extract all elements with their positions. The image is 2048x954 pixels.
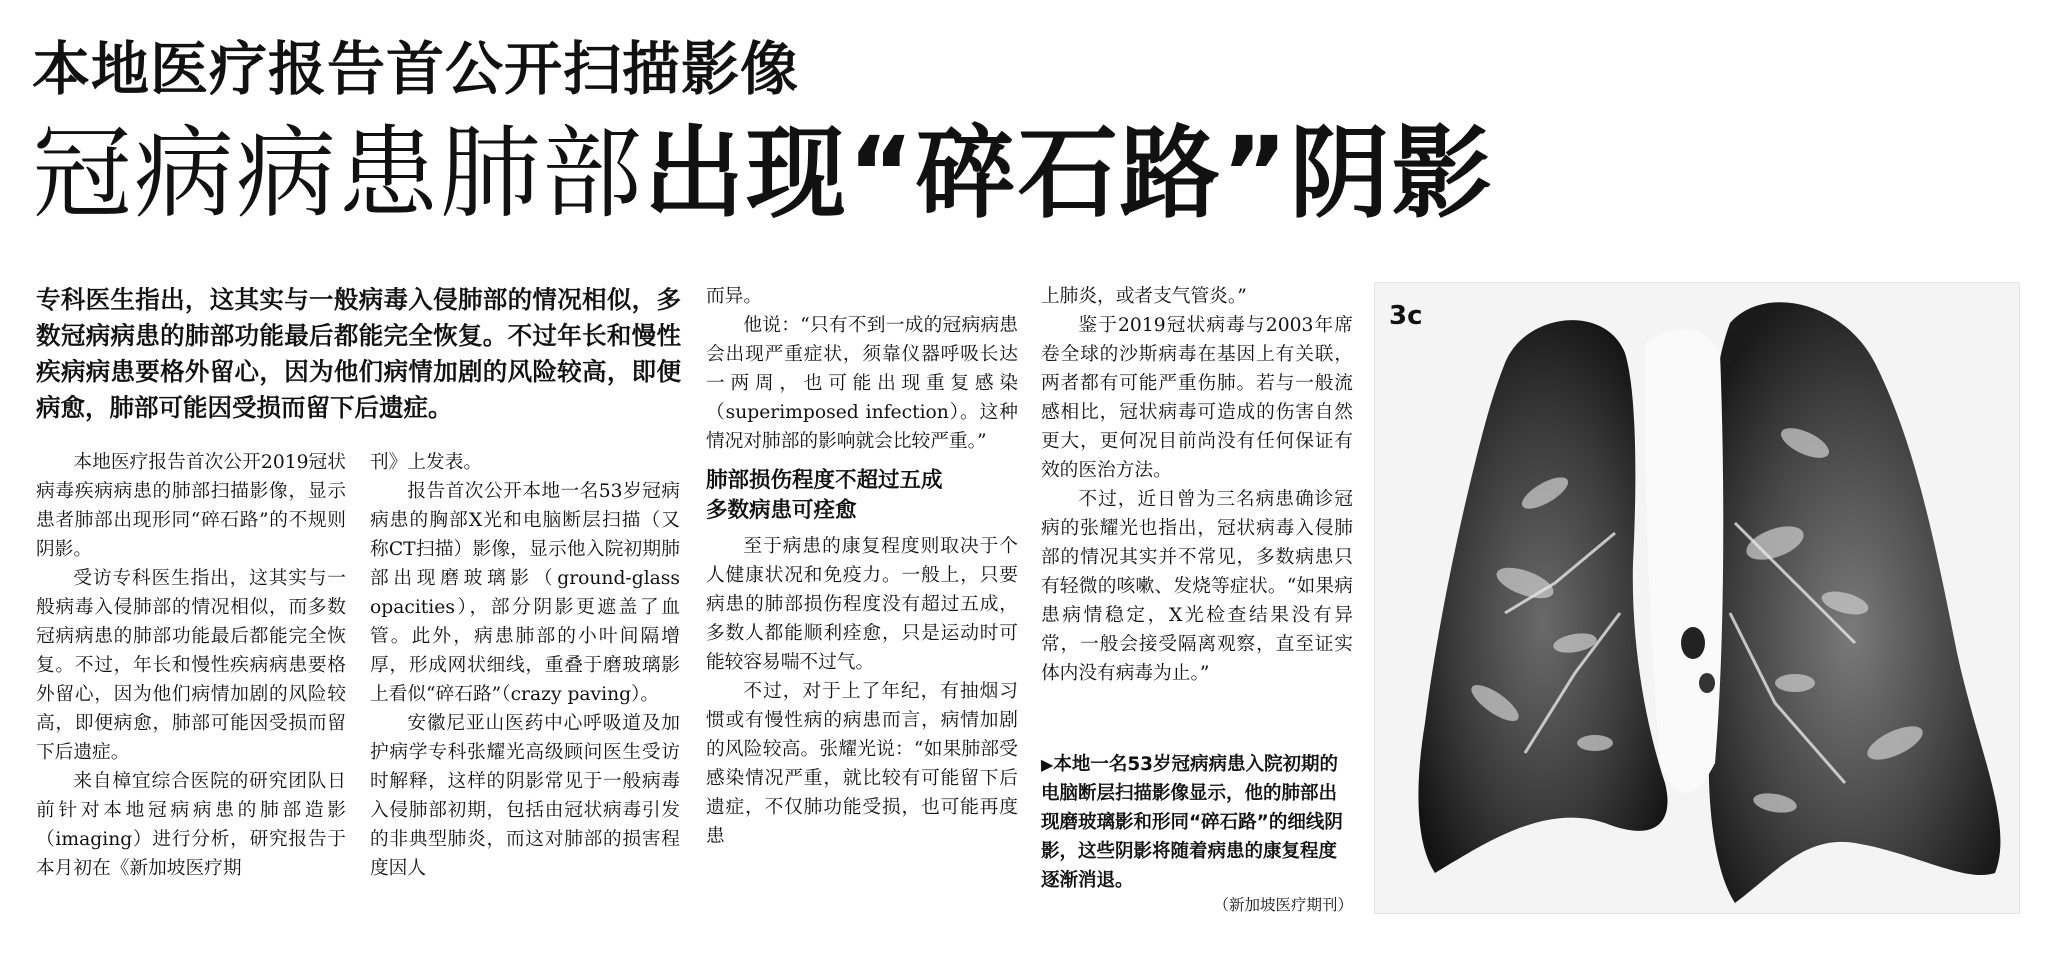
paragraph: 来自樟宜综合医院的研究团队日前针对本地冠病病患的肺部造影（imaging）进行分析，研究报告于本月初在《新加坡医疗期 (36, 771, 346, 879)
paragraph: 刊》上发表。 (370, 452, 483, 473)
headline-bold-part: 出现“碎石路”阴影 (644, 115, 1494, 232)
paragraph: 本地医疗报告首次公开2019冠状病毒疾病病患的肺部扫描影像，显示患者肺部出现形同“碎石路”的不规则阴影。 (36, 452, 346, 560)
paragraph: 不过，近日曾为三名病患确诊冠病的张耀光也指出，冠状病毒入侵肺部的情况其实并不常见，多数病患只有轻微的咳嗽、发烧等症状。“如果病患病情稳定，X光检查结果没有异常，一般会接受隔离观察，直至证实体内没有病毒为止。” (1041, 489, 1353, 684)
paragraph: 至于病患的康复程度则取决于个人健康状况和免疫力。一般上，只要病患的肺部损伤程度没有超过五成，多数人都能顺利痊愈，只是运动时可能较容易喘不过气。 (706, 536, 1018, 673)
body-column-1 (36, 448, 346, 883)
main-headline (32, 104, 1493, 244)
caption-arrow-icon: ▶ (1041, 755, 1054, 774)
paragraph: 上肺炎，或者支气管炎。” (1041, 286, 1247, 307)
ct-scan-graphic (1375, 283, 2019, 913)
photo-credit: （新加坡医疗期刊） (1213, 896, 1353, 914)
paragraph: 受访专科医生指出，这其实与一般病毒入侵肺部的情况相似，而多数冠病病患的肺部功能最后都能完全恢复。不过，年长和慢性疾病病患要格外留心，因为他们病情加剧的风险较高，即便病愈，肺部可能因受损而留下后遗症。 (36, 568, 346, 763)
body-column-3 (706, 282, 1018, 851)
kicker-headline: 本地医疗报告首公开扫描影像 (32, 35, 800, 103)
caption-text: 本地一名53岁冠病病患入院初期的电脑断层扫描影像显示，他的肺部出现磨玻璃影和形同“碎石路”的细线阴影，这些阴影将随着病患的康复程度逐渐消退。 (1041, 754, 1343, 891)
paragraph: 报告首次公开本地一名53岁冠病病患的胸部X光和电脑断层扫描（又称CT扫描）影像，显示他入院初期肺部出现磨玻璃影（ground-glass opacities），部分阴影更遮盖了血管。此外，病患肺部的小叶间隔增厚，形成网状细线，重叠于磨玻璃影上看似“碎石路”（crazy paving）。 (370, 481, 680, 705)
subheading-line-1: 肺部损伤程度不超过五成 (706, 468, 943, 493)
photo-caption (1041, 750, 1353, 895)
figure-label: 3c (1389, 301, 1423, 331)
paragraph: 安徽尼亚山医药中心呼吸道及加护病学专科张耀光高级顾问医生受访时解释，这样的阴影常见于一般病毒入侵肺部初期，包括由冠状病毒引发的非典型肺炎，而这对肺部的损害程度因人 (370, 713, 680, 879)
paragraph: 鉴于2019冠状病毒与2003年席卷全球的沙斯病毒在基因上有关联，两者都有可能严重伤肺。若与一般流感相比，冠状病毒可造成的伤害自然更大，更何况目前尚没有任何保证有效的医治方法。 (1041, 315, 1353, 481)
body-column-4 (1041, 282, 1353, 688)
headline-light-part: 冠病病患肺部 (32, 115, 644, 232)
subheading (706, 466, 1018, 526)
lede-paragraph: 专科医生指出，这其实与一般病毒入侵肺部的情况相似，多数冠病病患的肺部功能最后都能完全恢复。不过年长和慢性疾病病患要格外留心，因为他们病情加剧的风险较高，即便病愈，肺部可能因受损而留下后遗症。 (36, 285, 681, 422)
subheading-line-2: 多数病患可痊愈 (706, 498, 857, 523)
paragraph: 不过，对于上了年纪，有抽烟习惯或有慢性病的病患而言，病情加剧的风险较高。张耀光说：“如果肺部受感染情况严重，就比较有可能留下后遗症，不仅肺功能受损，也可能再度患 (706, 681, 1018, 847)
paragraph: 他说：“只有不到一成的冠病病患会出现严重症状，须靠仪器呼吸长达一两周，也可能出现重复感染（superimposed infection）。这种情况对肺部的影响就会比较严重。” (706, 315, 1018, 452)
body-column-2 (370, 448, 680, 883)
paragraph: 而异。 (706, 286, 763, 307)
lung-ct-scan-image (1374, 282, 2020, 914)
